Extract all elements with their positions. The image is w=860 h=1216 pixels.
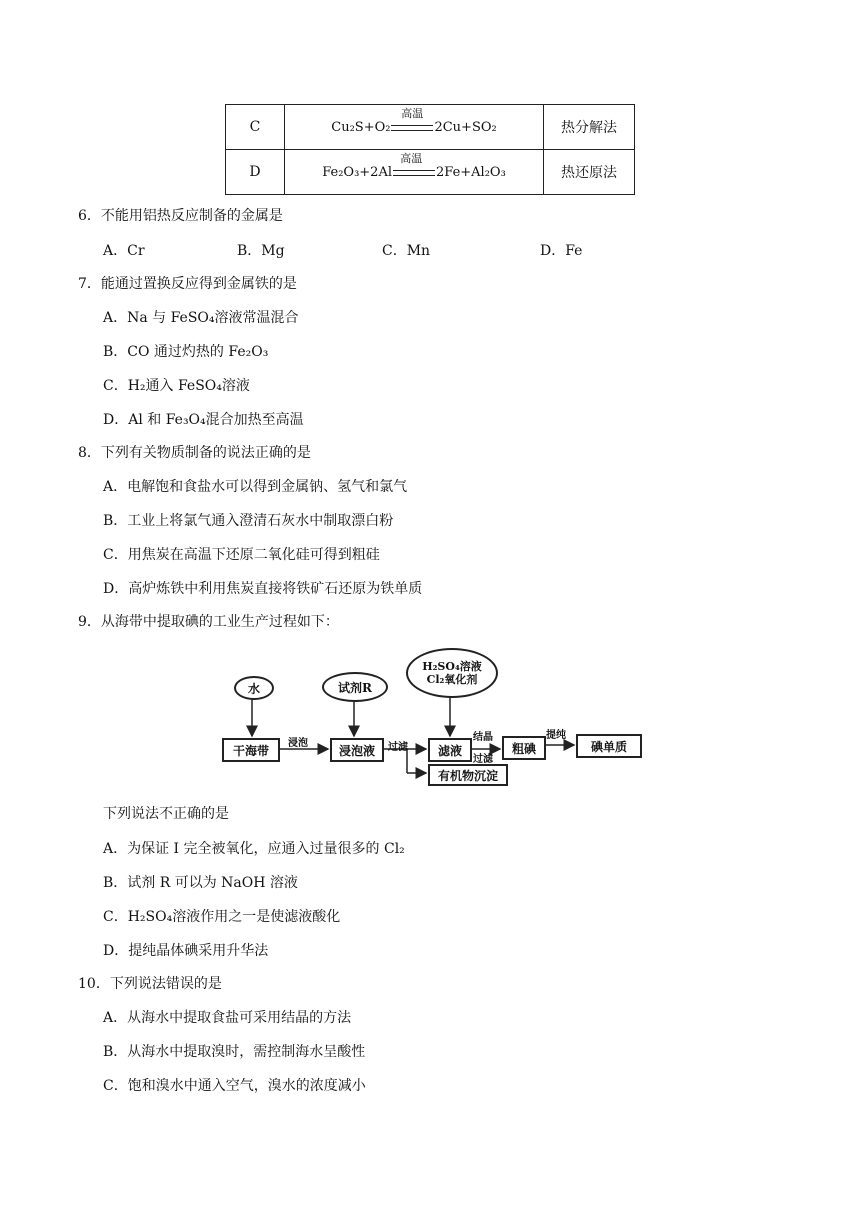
table-row <box>226 105 635 150</box>
equal-sign <box>391 125 433 131</box>
method-cell: 热还原法 <box>544 150 635 195</box>
water-node: 水 <box>234 676 274 700</box>
question-7-option-b: B．CO 通过灼热的 Fe₂O₃ <box>103 344 269 360</box>
table-row <box>226 150 635 195</box>
question-6-option-d: D．Fe <box>540 243 583 259</box>
question-10-option-b: B．从海水中提取溴时，需控制海水呈酸性 <box>103 1044 366 1060</box>
question-7-option-c: C．H₂通入 FeSO₄溶液 <box>103 378 250 394</box>
question-6-option-a: A．Cr <box>103 243 145 259</box>
question-9-sub-stem: 下列说法不正确的是 <box>103 806 229 822</box>
row-label: C <box>226 105 285 150</box>
question-9-option-d: D．提纯晶体碘采用升华法 <box>103 943 269 959</box>
question-6-option-b: B．Mg <box>237 243 285 259</box>
question-6-option-c: C．Mn <box>382 243 431 259</box>
soak-label: 浸泡 <box>288 738 308 749</box>
equation-lhs: Cu₂S+O₂ <box>331 120 391 135</box>
filter-label: 过滤 <box>388 742 408 753</box>
question-9-option-a: A．为保证 I 完全被氧化，应通入过量很多的 Cl₂ <box>103 841 405 857</box>
question-7-stem: 7．能通过置换反应得到金属铁的是 <box>78 276 297 292</box>
reaction-equation <box>285 105 544 150</box>
question-8-option-d: D．高炉炼铁中利用焦炭直接将铁矿石还原为铁单质 <box>103 581 423 597</box>
filtrate-node: 滤液 <box>428 738 472 762</box>
iodine-node: 碘单质 <box>576 734 642 758</box>
question-9-option-c: C．H₂SO₄溶液作用之一是使滤液酸化 <box>103 909 341 925</box>
equation-rhs: 2Cu+SO₂ <box>434 120 497 135</box>
question-8-option-a: A．电解饱和食盐水可以得到金属钠、氢气和氯气 <box>103 479 408 495</box>
iodine-extraction-flowchart <box>222 640 652 790</box>
method-cell: 热分解法 <box>544 105 635 150</box>
acid-label: H₂SO₄溶液 <box>422 660 482 673</box>
reagent-r-node: 试剂R <box>322 672 388 702</box>
question-10-stem: 10．下列说法错误的是 <box>78 976 222 992</box>
question-7-option-d: D．Al 和 Fe₃O₄混合加热至高温 <box>103 412 304 428</box>
question-6-stem: 6．不能用铝热反应制备的金属是 <box>78 208 283 224</box>
acid-oxidant-node <box>406 648 498 698</box>
filter-label-2: 过滤 <box>473 754 493 765</box>
question-7-option-a: A．Na 与 FeSO₄溶液常温混合 <box>103 310 299 326</box>
row-label: D <box>226 150 285 195</box>
question-8-option-b: B．工业上将氯气通入澄清石灰水中制取漂白粉 <box>103 513 394 529</box>
question-9-option-b: B．试剂 R 可以为 NaOH 溶液 <box>103 875 298 891</box>
equation-lhs: Fe₂O₃+2Al <box>322 165 392 180</box>
reaction-equation <box>285 150 544 195</box>
soak-liquid-node: 浸泡液 <box>330 738 384 762</box>
reaction-condition: 高温 <box>401 107 424 120</box>
crystallize-label: 结晶 <box>473 732 493 743</box>
equal-sign <box>393 170 435 176</box>
question-10-option-a: A．从海水中提取食盐可采用结晶的方法 <box>103 1010 352 1026</box>
reaction-table <box>225 104 635 195</box>
reaction-condition: 高温 <box>400 152 423 165</box>
precipitate-node: 有机物沉淀 <box>428 764 508 786</box>
question-10-option-c: C．饱和溴水中通入空气，溴水的浓度减小 <box>103 1078 366 1094</box>
oxidant-label: Cl₂氧化剂 <box>426 673 478 686</box>
purify-label: 提纯 <box>546 730 566 741</box>
question-8-stem: 8．下列有关物质制备的说法正确的是 <box>78 445 311 461</box>
question-9-stem: 9．从海带中提取碘的工业生产过程如下： <box>78 614 339 630</box>
equation-rhs: 2Fe+Al₂O₃ <box>436 165 506 180</box>
seaweed-node: 干海带 <box>222 738 280 762</box>
question-8-option-c: C．用焦炭在高温下还原二氧化硅可得到粗硅 <box>103 547 380 563</box>
crude-iodine-node: 粗碘 <box>502 736 546 760</box>
